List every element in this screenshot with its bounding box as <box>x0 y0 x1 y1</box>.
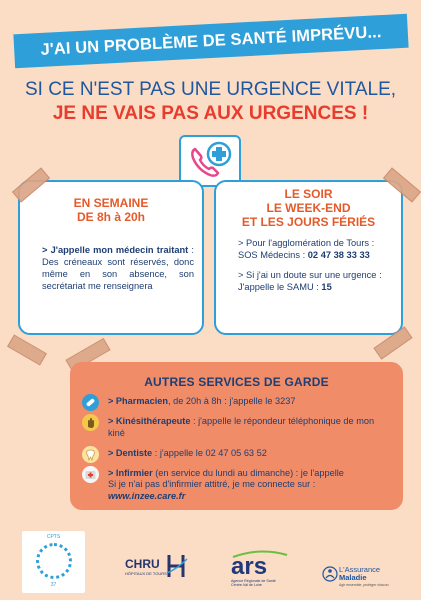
sos-medecins-text <box>238 237 393 261</box>
chru-logo-text: CHRU <box>125 557 160 571</box>
evening-title-line-3: ET LES JOURS FÉRIÉS <box>241 215 376 229</box>
service-dentiste <box>82 447 392 459</box>
service-label: > Pharmacien <box>108 396 169 406</box>
evening-title-line-1: LE SOIR <box>284 187 333 201</box>
evening-title <box>216 187 401 229</box>
pill-icon <box>82 394 99 411</box>
evening-card <box>214 180 403 335</box>
am-line-1: L'Assurance <box>339 565 381 574</box>
samu-text <box>238 269 393 293</box>
service-label: > Infirmier <box>108 468 153 478</box>
tooth-icon <box>82 446 99 463</box>
weekday-arrow: > <box>42 245 51 255</box>
weekday-rest: : Des créneaux sont réservés, donc même en son absence, son secrétariat me renseignera <box>42 245 194 291</box>
service-text: , de 20h à 8h : j'appelle le 3237 <box>168 396 296 406</box>
samu-phone: 15 <box>321 282 332 292</box>
weekday-title-line-1: EN SEMAINE <box>73 196 149 210</box>
ars-logo <box>231 555 289 589</box>
cpts-logo <box>22 531 85 593</box>
cpts-ring-icon <box>36 543 72 579</box>
service-label: > Kinésithérapeute <box>108 416 191 426</box>
subtitle-line-1: SI CE N'EST PAS UNE URGENCE VITALE, <box>24 79 397 100</box>
other-services-panel <box>70 362 403 510</box>
service-kinesitherapeute <box>82 415 392 439</box>
service-text: : j'appelle le répondeur téléphonique de mon kiné <box>108 416 375 438</box>
partner-logos <box>0 527 421 600</box>
note-line: Si je n'ai pas d'infirmier attitré, je me connecte sur : <box>108 479 316 489</box>
ars-logo-subtext-1: Agence Régionale de Santé <box>231 579 276 583</box>
title-banner <box>13 14 408 69</box>
subtitle-line-2 <box>0 103 421 125</box>
sos-medecins-label: > Pour l'agglomération de Tours : SOS Médecins : <box>238 238 375 260</box>
ars-swoosh-icon <box>231 549 289 559</box>
weekday-title-line-2: DE 8h à 20h <box>76 210 146 224</box>
infirmier-note <box>82 478 392 502</box>
ars-logo-subtext-2: Centre-Val de Loire <box>231 583 262 587</box>
tape-decoration <box>7 334 47 365</box>
assurance-maladie-text <box>339 566 380 582</box>
chru-logo-subtext: HÔPITAUX DE TOURS <box>125 571 167 576</box>
cpts-logo-number: 37 <box>50 582 57 588</box>
service-pharmacien <box>82 395 392 407</box>
chru-logo <box>125 557 187 583</box>
weekday-title <box>20 196 202 224</box>
chru-mark-icon <box>165 553 189 579</box>
assurance-maladie-logo <box>322 566 402 588</box>
am-line-2: Maladie <box>339 573 367 582</box>
sos-medecins-phone: 02 47 38 33 33 <box>307 250 370 260</box>
samu-label: > Si j'ai un doute sur une urgence : J'appelle le SAMU : <box>238 270 382 292</box>
ars-logo-text: ars <box>231 553 268 580</box>
banner-text: J'AI UN PROBLÈME DE SANTÉ IMPRÉVU... <box>40 22 382 59</box>
service-text: : j'appelle le 02 47 05 63 52 <box>152 448 267 458</box>
assurance-maladie-emblem-icon <box>322 566 338 582</box>
subtitle-line-2-text: JE NE VAIS PAS AUX URGENCES ! <box>52 103 369 124</box>
weekday-lead: J'appelle mon médecin traitant <box>50 245 189 255</box>
hand-icon <box>82 414 99 431</box>
assurance-maladie-tagline: Agir ensemble, protéger chacun <box>339 583 389 587</box>
evening-title-line-2: LE WEEK-END <box>266 201 351 215</box>
service-label: > Dentiste <box>108 448 153 458</box>
service-text: (en service du lundi au dimanche) : je l'appelle <box>152 468 344 478</box>
services-list <box>82 395 392 487</box>
other-services-title: AUTRES SERVICES DE GARDE <box>144 375 329 389</box>
weekday-card <box>18 180 204 335</box>
inzee-link[interactable]: www.inzee.care.fr <box>108 491 186 501</box>
weekday-text <box>42 244 194 292</box>
cpts-logo-top: CPTS <box>46 534 61 540</box>
